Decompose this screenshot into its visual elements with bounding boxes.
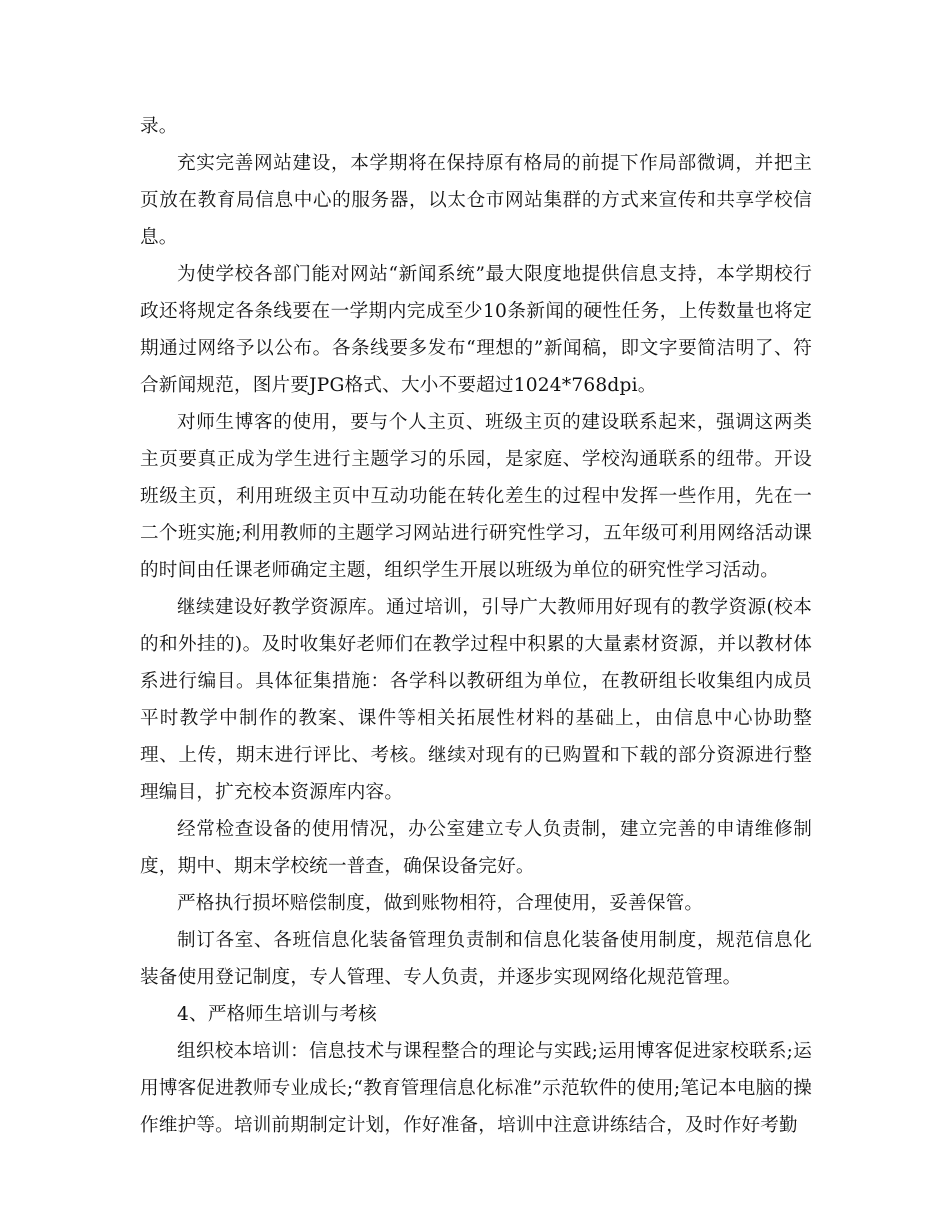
paragraph-continuation: 录。	[140, 116, 178, 137]
paragraph-management-system: 制订各室、各班信息化装备管理负责制和信息化装备使用制度，规范信息化装备使用登记制度，专人管理、专人负责，并逐步实现网络化规范管理。	[140, 930, 812, 988]
paragraph-equipment-check: 经常检查设备的使用情况，办公室建立专人负责制，建立完善的申请维修制度，期中、期末学校统一普查，确保设备完好。	[140, 819, 812, 877]
paragraph-school-training: 组织校本培训：信息技术与课程整合的理论与实践;运用博客促进家校联系;运用博客促进教师专业成长;“教育管理信息化标准”示范软件的使用;笔记本电脑的操作维护等。培训前期制定计划，作好准备，培训中注意讲练结合，及时作好考勤	[140, 1041, 812, 1136]
section-heading-training: 4、严格师生培训与考核	[177, 1004, 377, 1025]
paragraph-blog-usage: 对师生博客的使用，要与个人主页、班级主页的建设联系起来，强调这两类主页要真正成为学生进行主题学习的乐园，是家庭、学校沟通联系的纽带。开设班级主页，利用班级主页中互动功能在转化差生的过程中发挥一些作用，先在一二个班实施;利用教师的主题学习网站进行研究性学习，五年级可利用网络活动课的时间由任课老师确定主题，组织学生开展以班级为单位的研究性学习活动。	[140, 412, 812, 581]
paragraph-resource-library: 继续建设好教学资源库。通过培训，引导广大教师用好现有的教学资源(校本的和外挂的)。及时收集好老师们在教学过程中积累的大量素材资源，并以教材体系进行编目。具体征集措施：各学科以教研组为单位，在教研组长收集组内成员平时教学中制作的教案、课件等相关拓展性材料的基础上，由信息中心协助整理、上传，期末进行评比、考核。继续对现有的已购置和下载的部分资源进行整理编目，扩充校本资源库内容。	[140, 597, 812, 803]
paragraph-news-system: 为使学校各部门能对网站“新闻系统”最大限度地提供信息支持，本学期校行政还将规定各条线要在一学期内完成至少10条新闻的硬性任务，上传数量也将定期通过网络予以公布。各条线要多发布“理想的”新闻稿，即文字要简洁明了、符合新闻规范，图片要JPG格式、大小不要超过1024*768dpi。	[140, 264, 812, 396]
document-body	[140, 108, 812, 1144]
paragraph-compensation: 严格执行损坏赔偿制度，做到账物相符，合理使用，妥善保管。	[177, 893, 704, 914]
paragraph-website-construction: 充实完善网站建设，本学期将在保持原有格局的前提下作局部微调，并把主页放在教育局信息中心的服务器，以太仓市网站集群的方式来宣传和共享学校信息。	[140, 153, 812, 248]
